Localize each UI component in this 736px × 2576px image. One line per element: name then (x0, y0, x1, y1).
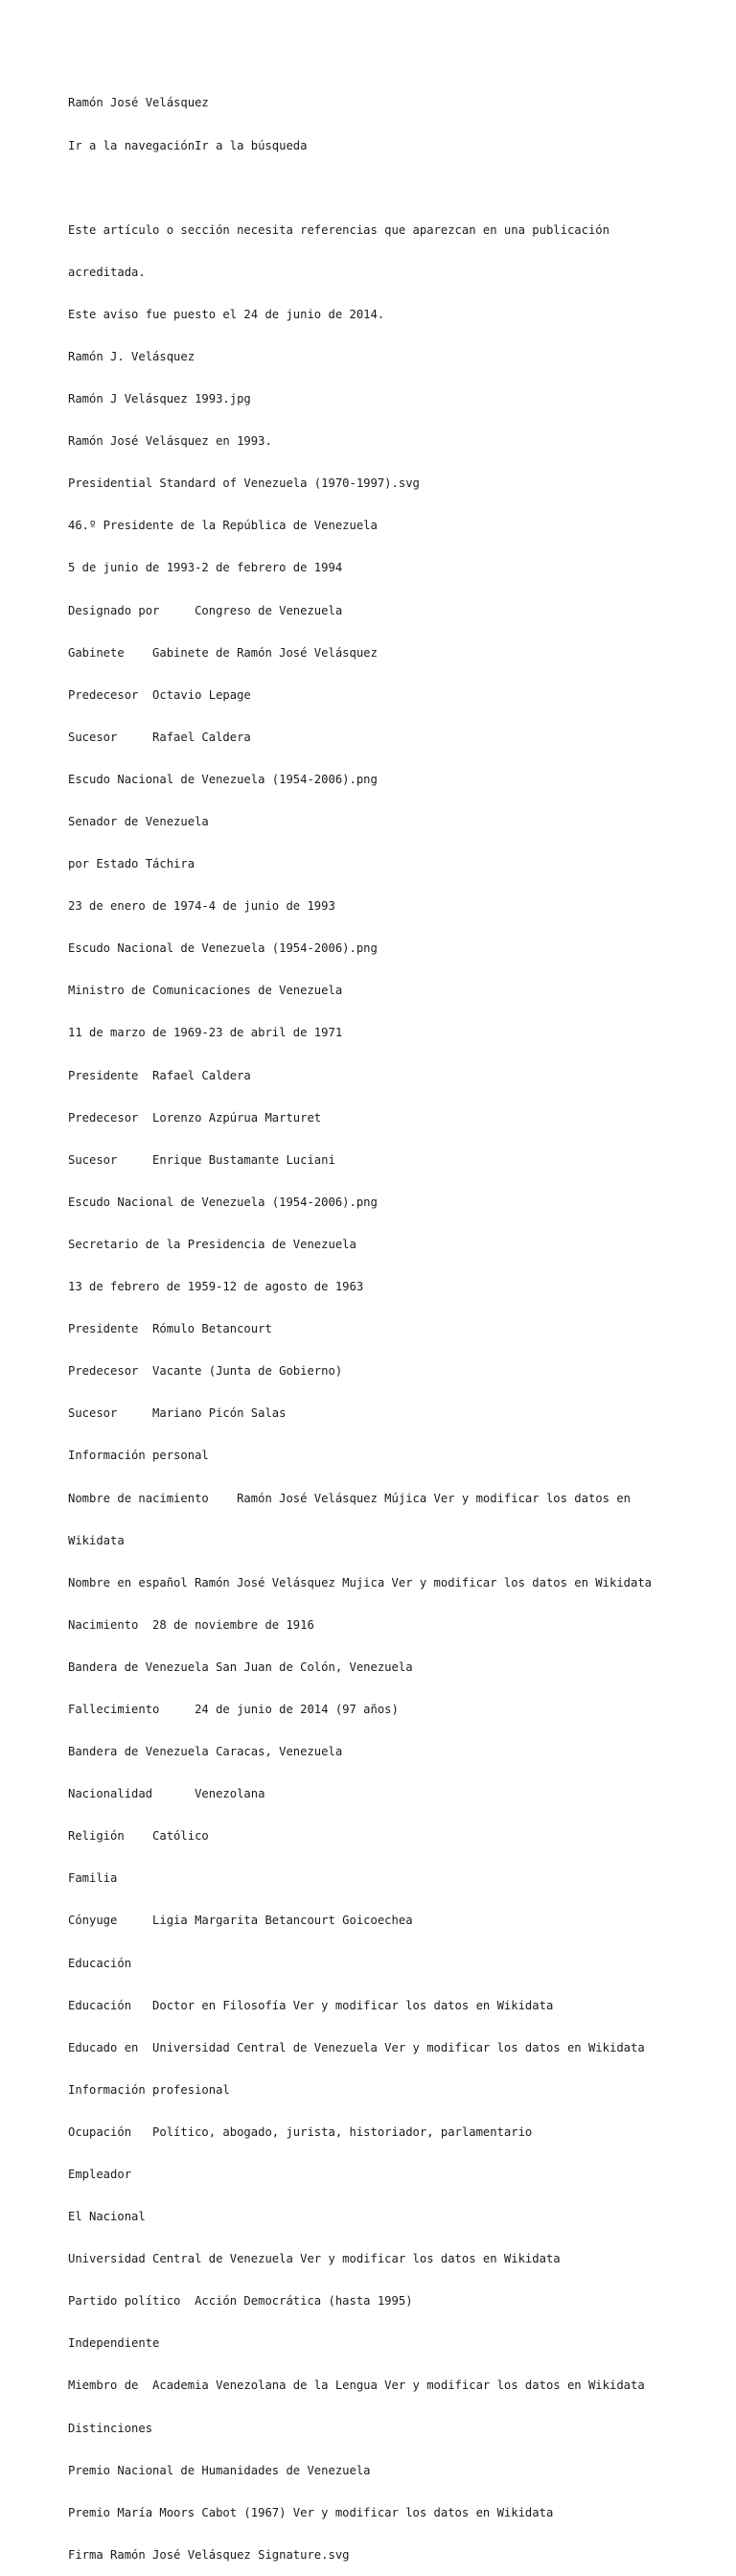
office-subtitle: por Estado Táchira (68, 857, 196, 871)
infobox-row: Universidad Central de Venezuela Ver y modificar los datos en Wikidata (68, 2252, 561, 2266)
notice-line: acreditada. (68, 265, 146, 279)
infobox-row: Empleador (68, 2168, 132, 2181)
infobox-row: Nombre en español Ramón José Velásquez Mujica Ver y modificar los datos en Wikidata (68, 1575, 653, 1590)
office-title: Senador de Venezuela (68, 815, 209, 828)
infobox-row: Premio Nacional de Humanidades de Venezuela (68, 2463, 371, 2477)
notice-line: Este artículo o sección necesita referencias que aparezcan en una publicación (68, 222, 610, 237)
image-filename: Presidential Standard of Venezuela (1970-1997).svg (68, 476, 420, 491)
infobox-row: Fallecimiento 24 de junio de 2014 (97 años) (68, 1702, 399, 1716)
infobox-row: Premio María Moors Cabot (1967) Ver y modificar los datos en Wikidata (68, 2505, 554, 2519)
office-title: 46.º Presidente de la República de Venezuela (68, 519, 378, 533)
section-heading: Distinciones (68, 2421, 153, 2435)
infobox-row: Sucesor Rafael Caldera (68, 730, 251, 744)
infobox-row: Nacionalidad Venezolana (68, 1787, 265, 1801)
office-term: 11 de marzo de 1969-23 de abril de 1971 (68, 1026, 343, 1040)
infobox-row: Nombre de nacimiento Ramón José Velásquez Mújica Ver y modificar los datos en (68, 1491, 631, 1505)
office-term: 5 de junio de 1993-2 de febrero de 1994 (68, 561, 343, 575)
section-heading: Educación (68, 1956, 132, 1970)
infobox-row: Independiente (68, 2336, 160, 2351)
infobox-row: Ocupación Político, abogado, jurista, historiador, parlamentario (68, 2124, 533, 2139)
office-title: Secretario de la Presidencia de Venezuela (68, 1237, 356, 1251)
infobox-row: Religión Católico (68, 1829, 209, 1844)
signature-filename: Firma Ramón José Velásquez Signature.svg (68, 2547, 350, 2562)
infobox-row: Partido político Acción Democrática (hasta 1995) (68, 2294, 413, 2309)
infobox-row: Predecesor Lorenzo Azpúrua Marturet (68, 1110, 322, 1125)
infobox-row: Nacimiento 28 de noviembre de 1916 (68, 1617, 314, 1632)
document-text (68, 68, 720, 2576)
infobox-row: Designado por Congreso de Venezuela (68, 603, 343, 617)
notice-date: Este aviso fue puesto el 24 de junio de 2014. (68, 307, 385, 321)
infobox-row: Cónyuge Ligia Margarita Betancourt Goicoechea (68, 1914, 413, 1928)
infobox-row: Bandera de Venezuela Caracas, Venezuela (68, 1745, 343, 1759)
blank-line (68, 181, 720, 196)
infobox-row: Wikidata (68, 1533, 125, 1547)
image-caption: Ramón José Velásquez en 1993. (68, 434, 272, 449)
infobox-row: Miembro de Academia Venezolana de la Lengua Ver y modificar los datos en Wikidata (68, 2379, 645, 2393)
infobox-name: Ramón J. Velásquez (68, 349, 196, 363)
infobox-row: Bandera de Venezuela San Juan de Colón, Venezuela (68, 1659, 413, 1674)
infobox-row: Educación Doctor en Filosofía Ver y modificar los datos en Wikidata (68, 1998, 554, 2012)
office-title: Ministro de Comunicaciones de Venezuela (68, 984, 343, 998)
image-filename: Ramón J Velásquez 1993.jpg (68, 392, 251, 406)
infobox-row: Presidente Rómulo Betancourt (68, 1322, 272, 1336)
infobox-row: Predecesor Octavio Lepage (68, 687, 251, 702)
infobox-row: El Nacional (68, 2210, 146, 2224)
office-term: 13 de febrero de 1959-12 de agosto de 1963 (68, 1280, 364, 1294)
image-filename: Escudo Nacional de Venezuela (1954-2006).png (68, 941, 378, 956)
section-heading: Familia (68, 1871, 118, 1886)
image-filename: Escudo Nacional de Venezuela (1954-2006).png (68, 772, 378, 786)
infobox-row: Sucesor Enrique Bustamante Luciani (68, 1152, 335, 1167)
infobox-row: Educado en Universidad Central de Venezuela Ver y modificar los datos en Wikidata (68, 2040, 645, 2054)
image-filename: Escudo Nacional de Venezuela (1954-2006).png (68, 1195, 378, 1209)
skip-links: Ir a la navegaciónIr a la búsqueda (68, 138, 308, 152)
office-term: 23 de enero de 1974-4 de junio de 1993 (68, 899, 335, 914)
article-title: Ramón José Velásquez (68, 96, 209, 110)
infobox-row: Sucesor Mariano Picón Salas (68, 1406, 287, 1421)
infobox-row: Presidente Rafael Caldera (68, 1068, 251, 1082)
infobox-row: Predecesor Vacante (Junta de Gobierno) (68, 1364, 343, 1379)
section-heading: Información personal (68, 1449, 209, 1463)
section-heading: Información profesional (68, 2082, 230, 2097)
infobox-row: Gabinete Gabinete de Ramón José Velásquez (68, 645, 378, 660)
